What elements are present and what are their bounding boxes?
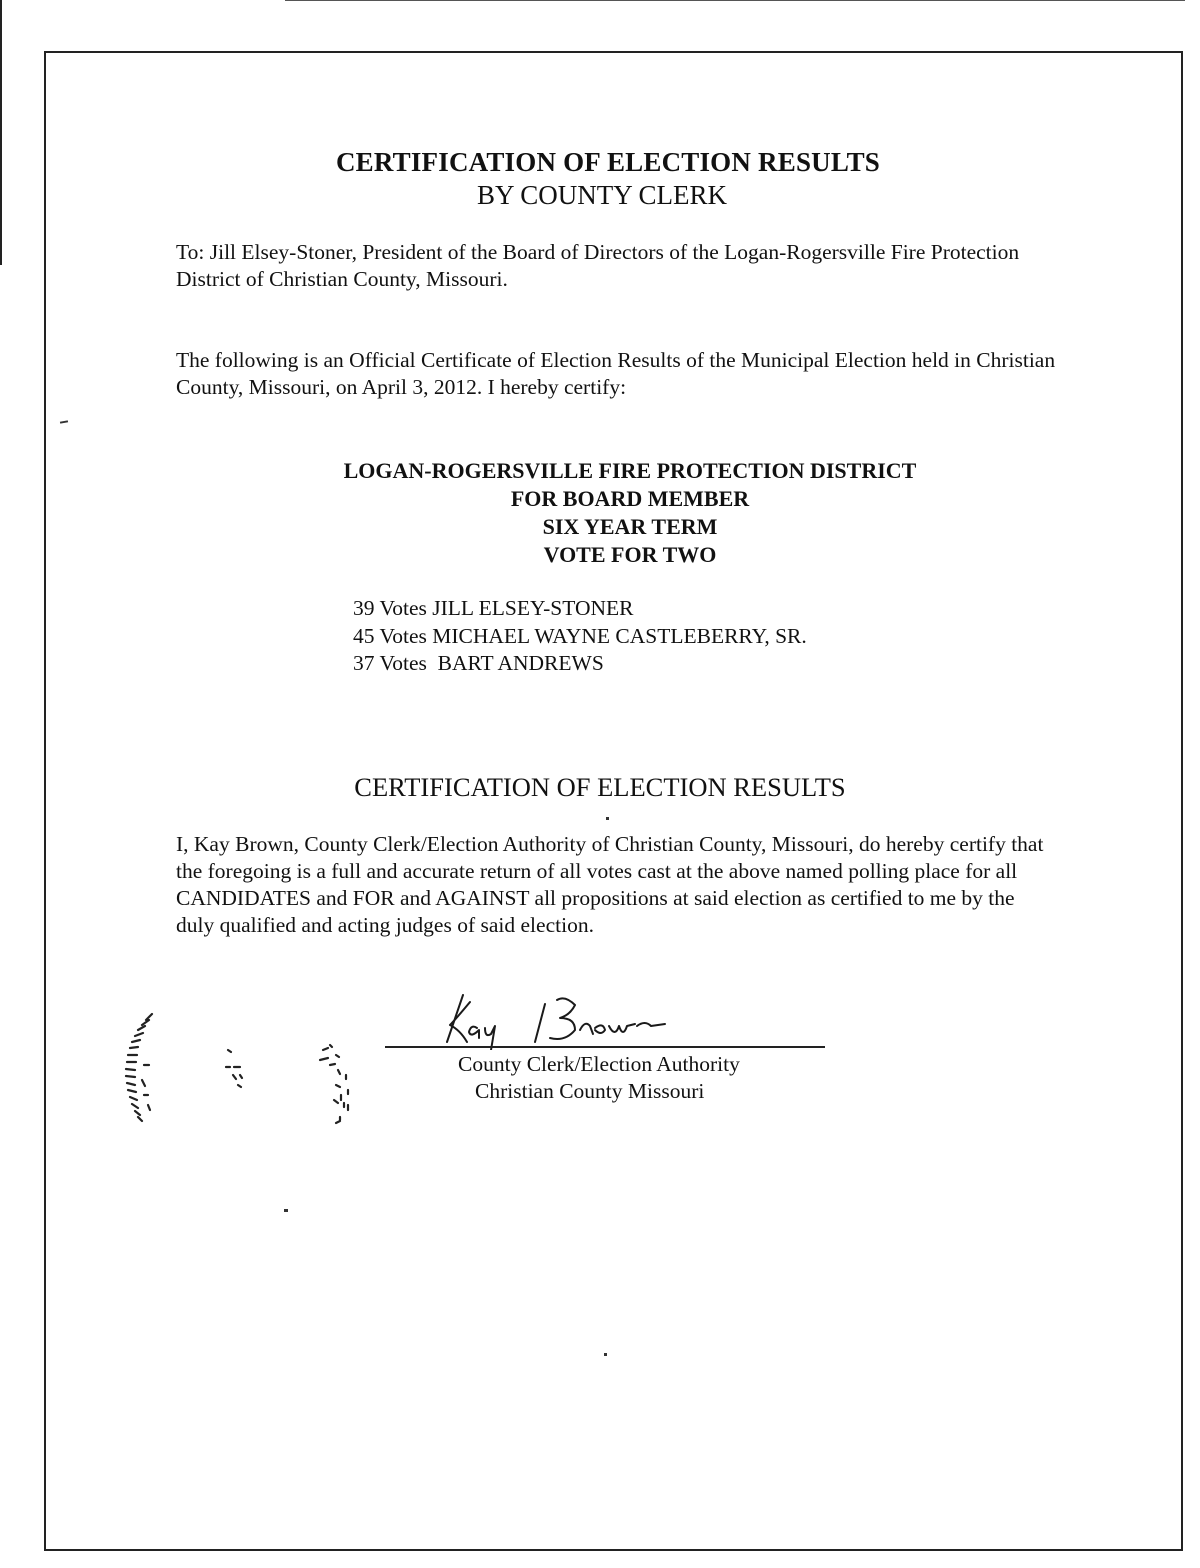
- document-title: CERTIFICATION OF ELECTION RESULTS: [335, 147, 881, 177]
- race-district: LOGAN-ROGERSVILLE FIRE PROTECTION DISTRICT: [343, 458, 917, 483]
- vote-count: 39 Votes: [353, 596, 427, 620]
- result-row: [353, 650, 807, 678]
- race-heading: [0, 457, 1200, 569]
- certification-heading: CERTIFICATION OF ELECTION RESULTS: [354, 772, 846, 802]
- signer-jurisdiction: Christian County Missouri: [475, 1079, 705, 1103]
- document-subtitle: BY COUNTY CLERK: [476, 180, 727, 210]
- result-row: [353, 623, 807, 651]
- signer-title: County Clerk/Election Authority: [458, 1052, 740, 1076]
- intro-paragraph: The following is an Official Certificate of Election Results of the Municipal Election held in Christian County, Missouri, on April 3, 2012. I hereby certify:: [176, 348, 1056, 399]
- handwritten-signature: [425, 990, 685, 1050]
- vote-count: 45 Votes: [353, 623, 427, 648]
- scan-speck: [606, 817, 609, 820]
- addressee-paragraph: To: Jill Elsey-Stoner, President of the Board of Directors of the Logan-Rogersville Fire Protection District of Christian County, Missouri.: [176, 240, 1020, 291]
- vote-count: 37 Votes: [353, 651, 427, 675]
- signature-block: [458, 1051, 740, 1105]
- results-list: [353, 595, 807, 678]
- scan-left-edge-mark: [0, 0, 2, 265]
- race-office: FOR BOARD MEMBER: [510, 486, 750, 511]
- scan-top-edge-line: [285, 0, 1185, 1]
- signature-line: [385, 1046, 825, 1048]
- candidate-name: BART ANDREWS: [432, 651, 604, 675]
- candidate-name: JILL ELSEY-STONER: [432, 596, 634, 620]
- scan-speck: [284, 1209, 288, 1212]
- scan-speck: [604, 1353, 607, 1356]
- race-term: SIX YEAR TERM: [542, 514, 718, 539]
- certification-paragraph: I, Kay Brown, County Clerk/Election Authority of Christian County, Missouri, do hereby certify that the foregoing is a full and accurate return of all votes cast at the above named polling place for all CANDIDATES and FOR and AGAINST all propositions at said election as certified to me by the duly qualified and acting judges of said election.: [176, 832, 1044, 937]
- embossed-seal: [108, 1005, 368, 1155]
- candidate-name: MICHAEL WAYNE CASTLEBERRY, SR.: [432, 623, 807, 648]
- result-row: [353, 595, 807, 623]
- race-instruction: VOTE FOR TWO: [543, 542, 717, 567]
